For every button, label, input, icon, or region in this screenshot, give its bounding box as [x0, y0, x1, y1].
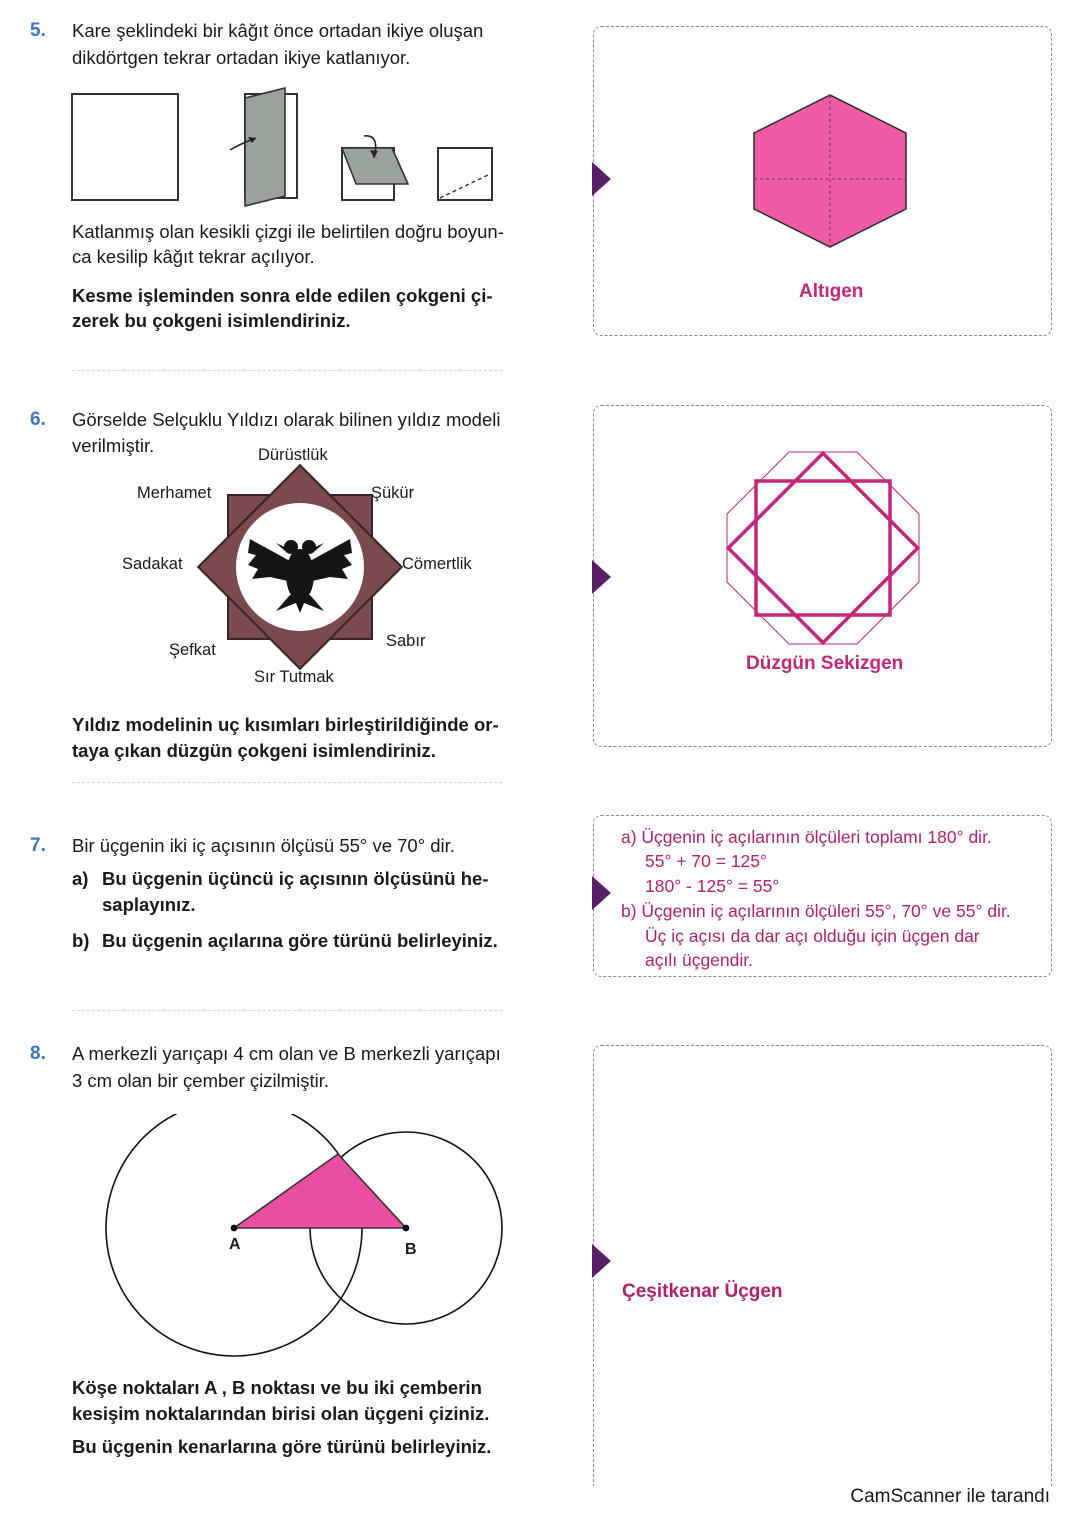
star-label-top-left: Merhamet	[137, 484, 212, 502]
point-b-label: B	[405, 1241, 417, 1258]
square-paper	[72, 94, 178, 200]
question-8-task-line2: kesişim noktalarından birisi olan üçgeni çiziniz.	[72, 1403, 490, 1424]
question-8-intro-line1: A merkezli yarıçapı 4 cm olan ve B merkezli yarıçapı	[72, 1043, 501, 1064]
question-8-intro-line2: 3 cm olan bir çember çizilmiştir.	[72, 1070, 330, 1091]
question-5-intro-line2: dikdörtgen tekrar ortadan ikiye katlanıyor.	[72, 47, 411, 68]
answer-7-line-2: 55° + 70 = 125°	[645, 851, 768, 871]
answer-5-arrow-icon	[592, 162, 611, 196]
answer-7-line-1: a) Üçgenin iç açılarının ölçüleri toplamı 180° dir.	[621, 827, 992, 847]
hexagon-shape	[754, 95, 906, 247]
answer-6-figure	[594, 406, 1051, 746]
paper-folding-figure	[66, 84, 506, 210]
answer-8-text: Çeşitkenar Üçgen	[622, 1281, 783, 1302]
answer-7-line-3: 180° - 125° = 55°	[645, 876, 780, 896]
question-6-task-line2: taya çıkan düzgün çokgeni isimlendiriniz.	[72, 740, 436, 761]
question-6-number: 6.	[30, 409, 46, 430]
answer-6-text: Düzgün Sekizgen	[746, 653, 904, 674]
question-5-para-line1: Katlanmış olan kesikli çizgi ile belirtilen doğru boyun-	[72, 221, 504, 242]
folding-flap	[245, 88, 285, 206]
point-a-label: A	[229, 1236, 241, 1253]
answer-7-arrow-icon	[592, 876, 611, 910]
answer-6-arrow-icon	[592, 560, 611, 594]
question-8-task-line3: Bu üçgenin kenarlarına göre türünü belirleyiniz.	[72, 1436, 492, 1457]
answer-7-line-4: b) Üçgenin iç açılarının ölçüleri 55°, 70° ve 55° dir.	[621, 901, 1011, 921]
star-label-bottom-left: Şefkat	[169, 641, 216, 659]
divider-6	[72, 782, 502, 783]
question-8-task-line1: Köşe noktaları A , B noktası ve bu iki çemberin	[72, 1377, 482, 1398]
question-7-number: 7.	[30, 835, 46, 856]
question-5-para-line2: ca kesilip kâğıt tekrar açılıyor.	[72, 246, 315, 267]
question-5-task-line2: zerek bu çokgeni isimlendiriniz.	[72, 310, 351, 331]
star-label-bottom: Sır Tutmak	[254, 668, 334, 686]
question-6-task-line1: Yıldız modelinin uç kısımları birleştirildiğinde or-	[72, 714, 499, 735]
circle-a	[106, 1114, 362, 1356]
question-8-number: 8.	[30, 1043, 46, 1064]
divider-5	[72, 370, 502, 371]
question-6-intro-line1: Görselde Selçuklu Yıldızı olarak bilinen yıldız modeli	[72, 409, 501, 430]
question-7-a-line1: Bu üçgenin üçüncü iç açısının ölçüsünü he-	[102, 868, 489, 889]
question-7-a-line2: saplayınız.	[102, 894, 196, 915]
question-6-intro-line2: verilmiştir.	[72, 435, 155, 456]
cut-square	[438, 148, 492, 200]
question-7-b-line1: Bu üçgenin açılarına göre türünü belirleyiniz.	[102, 930, 498, 951]
question-5-intro-line1: Kare şeklindeki bir kâğıt önce ortadan ikiye oluşan	[72, 20, 484, 41]
answer-5-text: Altıgen	[799, 281, 864, 302]
answer-box-6[interactable]	[593, 405, 1052, 747]
answer-7-line-6: açılı üçgendir.	[645, 950, 753, 970]
scanner-footer: CamScanner ile tarandı	[850, 1486, 1050, 1507]
divider-7	[72, 1010, 502, 1011]
question-7-a-marker: a)	[72, 868, 89, 889]
star-label-top: Dürüstlük	[258, 446, 328, 464]
answer-7-line-5: Üç iç açısı da dar açı olduğu için üçgen dar	[645, 926, 980, 946]
star-label-bottom-right: Sabır	[386, 632, 426, 650]
answer-box-8[interactable]	[593, 1045, 1052, 1486]
question-5-task-line1: Kesme işleminden sonra elde edilen çokgeni çi-	[72, 285, 493, 306]
question-7-intro: Bir üçgenin iki iç açısının ölçüsü 55° ve 70° dir.	[72, 835, 455, 856]
triangle-abc	[234, 1154, 406, 1228]
star-label-left: Sadakat	[122, 555, 183, 573]
point-a-dot	[231, 1225, 238, 1232]
question-7-b-marker: b)	[72, 930, 90, 951]
question-5-number: 5.	[30, 20, 46, 41]
point-b-dot	[403, 1225, 410, 1232]
star-label-right: Cömertlik	[402, 555, 472, 573]
star-label-top-right: Şükür	[371, 484, 415, 502]
answer-8-arrow-icon	[592, 1244, 611, 1278]
circles-figure	[100, 1114, 510, 1374]
